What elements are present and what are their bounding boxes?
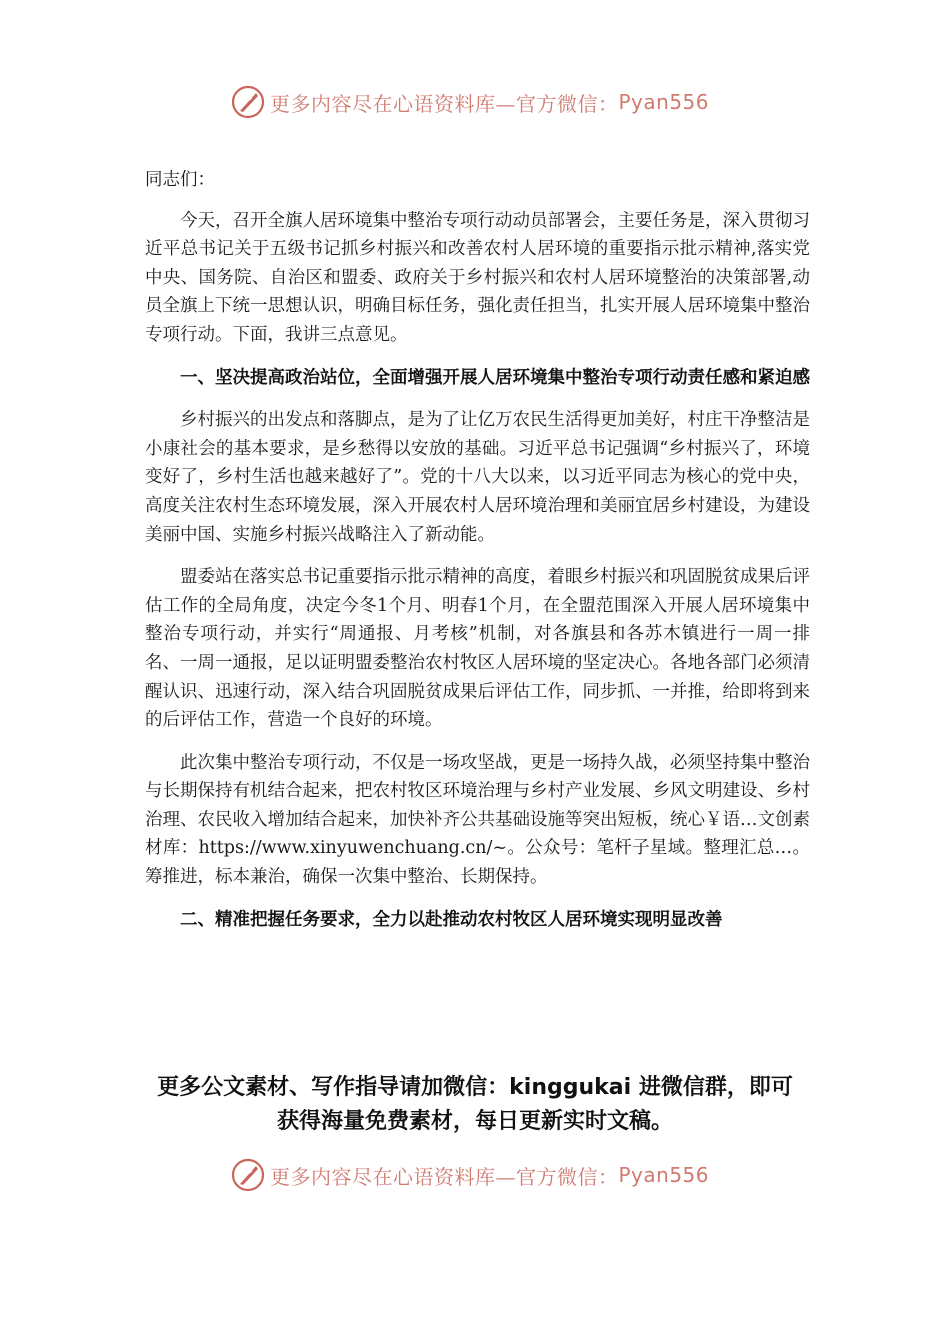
paragraph-rural-revitalization: 乡村振兴的出发点和落脚点，是为了让亿万农民生活得更加美好，村庄干净整洁是小康社会的基本要求，是乡愁得以安放的基础。习近平总书记强调“乡村振兴了，环境变好了，乡村生活也越来越好了”。党的十八大以来，以习近平同志为核心的党中央，高度关注农村生态环境发展，深入开展农村人居环境治理和美丽宜居乡村建设，为建设美丽中国、实施乡村振兴战略注入了新动能。 bbox=[145, 410, 810, 545]
banner-text: 更多内容尽在心语资料库—官方微信： bbox=[270, 1164, 619, 1189]
banner-wechat-id: Pyan556 bbox=[618, 90, 710, 114]
footer-watermark-banner bbox=[230, 1155, 730, 1195]
document-body bbox=[145, 166, 810, 948]
section-heading-1: 一、坚决提高政治站位，全面增强开展人居环境集中整治专项行动责任感和紧迫感 bbox=[180, 367, 810, 388]
promo-line-1: 更多公文素材、写作指导请加微信：kinggukai 进微信群，即可 bbox=[157, 1075, 793, 1100]
banner-wechat-id: Pyan556 bbox=[618, 1163, 710, 1187]
banner-text: 更多内容尽在心语资料库—官方微信： bbox=[270, 91, 619, 116]
promo-notice bbox=[120, 1071, 830, 1139]
salutation: 同志们： bbox=[145, 170, 215, 190]
promo-line-2: 获得海量免费素材，每日更新实时文稿。 bbox=[276, 1109, 673, 1134]
section-heading-2: 二、精准把握任务要求，全力以赴推动农村牧区人居环境实现明显改善 bbox=[180, 909, 723, 930]
paragraph-league-committee: 盟委站在落实总书记重要指示批示精神的高度，着眼乡村振兴和巩固脱贫成果后评估工作的全局角度，决定今冬1个月、明春1个月，在全盟范围深入开展人居环境集中整治专项行动，并实行“周通报、月考核”机制，对各旗县和各苏木镇进行一周一排名、一周一通报，足以证明盟委整治农村牧区人居环境的坚定决心。各地各部门必须清醒认识、迅速行动，深入结合巩固脱贫成果后评估工作，同步抓、一并推，给即将到来的后评估工作，营造一个良好的环境。 bbox=[145, 567, 810, 731]
quill-logo-icon bbox=[230, 84, 266, 120]
header-watermark-banner bbox=[230, 82, 730, 122]
paragraph-intro: 今天，召开全旗人居环境集中整治专项行动动员部署会，主要任务是，深入贯彻习近平总书记关于五级书记抓乡村振兴和改善农村人居环境的重要指示批示精神,落实党中央、国务院、自治区和盟委、政府关于乡村振兴和农村人居环境整治的决策部署,动员全旗上下统一思想认识，明确目标任务，强化责任担当，扎实开展人居环境集中整治专项行动。下面，我讲三点意见。 bbox=[145, 210, 810, 345]
paragraph-special-action: 此次集中整治专项行动，不仅是一场攻坚战，更是一场持久战，必须坚持集中整治与长期保持有机结合起来，把农村牧区环境治理与乡村产业发展、乡风文明建设、乡村治理、农民收入增加结合起来，加快补齐公共基础设施等突出短板，统心￥语…文创素材库：https://www.xinyuwenchuang.cn/~。公众号：笔杆子星域。整理汇总…。筹推进，标本兼治，确保一次集中整治、长期保持。 bbox=[145, 752, 810, 888]
quill-logo-icon bbox=[230, 1157, 266, 1193]
